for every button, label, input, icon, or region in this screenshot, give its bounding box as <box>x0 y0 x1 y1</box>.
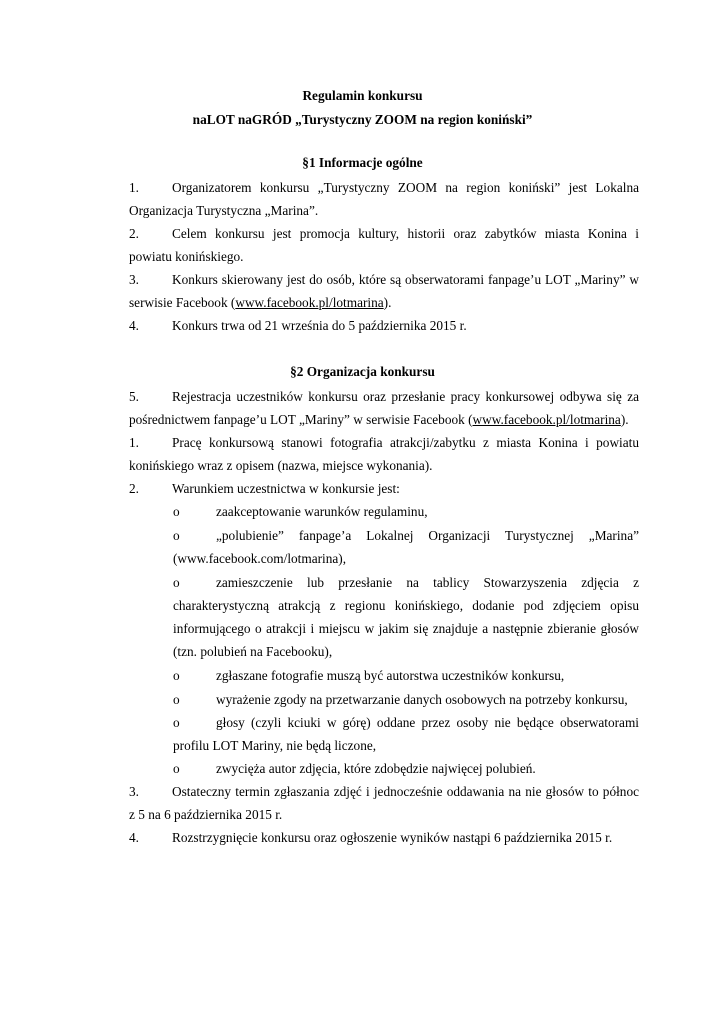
item-text: Konkurs skierowany jest do osób, które są obserwatorami fanpage’u LOT „Mariny” w <box>172 272 639 287</box>
item-continuation: konińskiego wraz z opisem (nazwa, miejsce wykonania). <box>129 458 433 473</box>
bullet-continuation: informującego o atrakcji i miejscu w jakim się znajduje a następnie zbieranie głosów <box>173 621 639 636</box>
facebook-link[interactable]: www.facebook.pl/lotmarina <box>235 295 384 310</box>
list-item <box>129 431 639 455</box>
bullet-item <box>173 688 639 712</box>
item-text: pośrednictwem fanpage’u LOT „Mariny” w serwisie Facebook ( <box>129 412 473 427</box>
item-text: Rozstrzygnięcie konkursu oraz ogłoszenie wyników nastąpi 6 października 2015 r. <box>172 830 613 845</box>
item-text: Rejestracja uczestników konkursu oraz przesłanie pracy konkursowej odbywa się za <box>172 389 639 404</box>
bullet-text: zaakceptowanie warunków regulaminu, <box>216 504 428 519</box>
bullet-continuation: (www.facebook.com/lotmarina), <box>173 551 347 566</box>
item-text: Konkurs trwa od 21 września do 5 października 2015 r. <box>172 318 467 333</box>
item-text: Pracę konkursową stanowi fotografia atrakcji/zabytku z miasta Konina i powiatu <box>172 435 639 450</box>
bullet-marker: o <box>173 528 180 543</box>
item-continuation: Organizacja Turystyczna „Marina”. <box>129 203 319 218</box>
item-number: 1. <box>129 435 139 450</box>
item-text: ). <box>620 412 629 427</box>
section-heading-contest-organization: §2 Organizacja konkursu <box>290 364 435 379</box>
list-item <box>129 222 639 246</box>
item-number: 4. <box>129 830 139 845</box>
item-continuation <box>129 408 639 432</box>
section-heading-general-information: §1 Informacje ogólne <box>302 155 423 170</box>
bullet-item <box>173 757 639 781</box>
item-number: 3. <box>129 272 139 287</box>
bullet-continuation: charakterystyczną atrakcją z regionu konińskiego, dodanie pod zdjęciem opisu <box>173 598 639 613</box>
bullet-marker: o <box>173 668 180 683</box>
bullet-item <box>173 500 639 524</box>
bullet-text: „polubienie” fanpage’a Lokalnej Organizacji Turystycznej „Marina” <box>216 528 639 543</box>
facebook-link[interactable]: www.facebook.pl/lotmarina <box>472 412 621 427</box>
item-text: ). <box>383 295 392 310</box>
item-continuation: powiatu konińskiego. <box>129 249 244 264</box>
item-text: Ostateczny termin zgłaszania zdjęć i jednocześnie oddawania na nie głosów to północ <box>172 784 639 799</box>
item-number: 3. <box>129 784 139 799</box>
bullet-item <box>173 711 639 735</box>
item-number: 1. <box>129 180 139 195</box>
bullet-item <box>173 664 639 688</box>
item-number: 4. <box>129 318 139 333</box>
list-item <box>129 176 639 200</box>
item-text: serwisie Facebook ( <box>129 295 236 310</box>
bullet-marker: o <box>173 504 180 519</box>
bullet-item <box>173 571 639 595</box>
document-subtitle: naLOT naGRÓD „Turystyczny ZOOM na region koniński” <box>192 112 533 127</box>
bullet-text: zamieszczenie lub przesłanie na tablicy Stowarzyszenia zdjęcia z <box>216 575 639 590</box>
bullet-continuation: (tzn. polubień na Facebooku), <box>173 644 333 659</box>
item-continuation: z 5 na 6 października 2015 r. <box>129 807 283 822</box>
list-item <box>129 826 639 850</box>
list-item <box>129 268 639 292</box>
bullet-continuation: profilu LOT Mariny, nie będą liczone, <box>173 738 377 753</box>
list-item <box>129 780 639 804</box>
list-item <box>129 477 639 501</box>
bullet-marker: o <box>173 575 180 590</box>
item-number: 5. <box>129 389 139 404</box>
bullet-text: zgłaszane fotografie muszą być autorstwa uczestników konkursu, <box>216 668 565 683</box>
bullet-text: głosy (czyli kciuki w górę) oddane przez osoby nie będące obserwatorami <box>216 715 639 730</box>
bullet-text: wyrażenie zgody na przetwarzanie danych osobowych na potrzeby konkursu, <box>216 692 628 707</box>
item-text: Warunkiem uczestnictwa w konkursie jest: <box>172 481 400 496</box>
item-continuation <box>129 291 639 315</box>
list-item <box>129 314 639 338</box>
bullet-marker: o <box>173 715 180 730</box>
document-title: Regulamin konkursu <box>302 88 423 103</box>
item-text: Celem konkursu jest promocja kultury, historii oraz zabytków miasta Konina i <box>172 226 639 241</box>
bullet-marker: o <box>173 761 180 776</box>
list-item <box>129 385 639 409</box>
item-number: 2. <box>129 481 139 496</box>
item-text: Organizatorem konkursu „Turystyczny ZOOM na region koniński” jest Lokalna <box>172 180 639 195</box>
bullet-item <box>173 524 639 548</box>
item-number: 2. <box>129 226 139 241</box>
item-text-line <box>172 176 639 200</box>
bullet-text: zwycięża autor zdjęcia, które zdobędzie najwięcej polubień. <box>216 761 536 776</box>
bullet-marker: o <box>173 692 180 707</box>
